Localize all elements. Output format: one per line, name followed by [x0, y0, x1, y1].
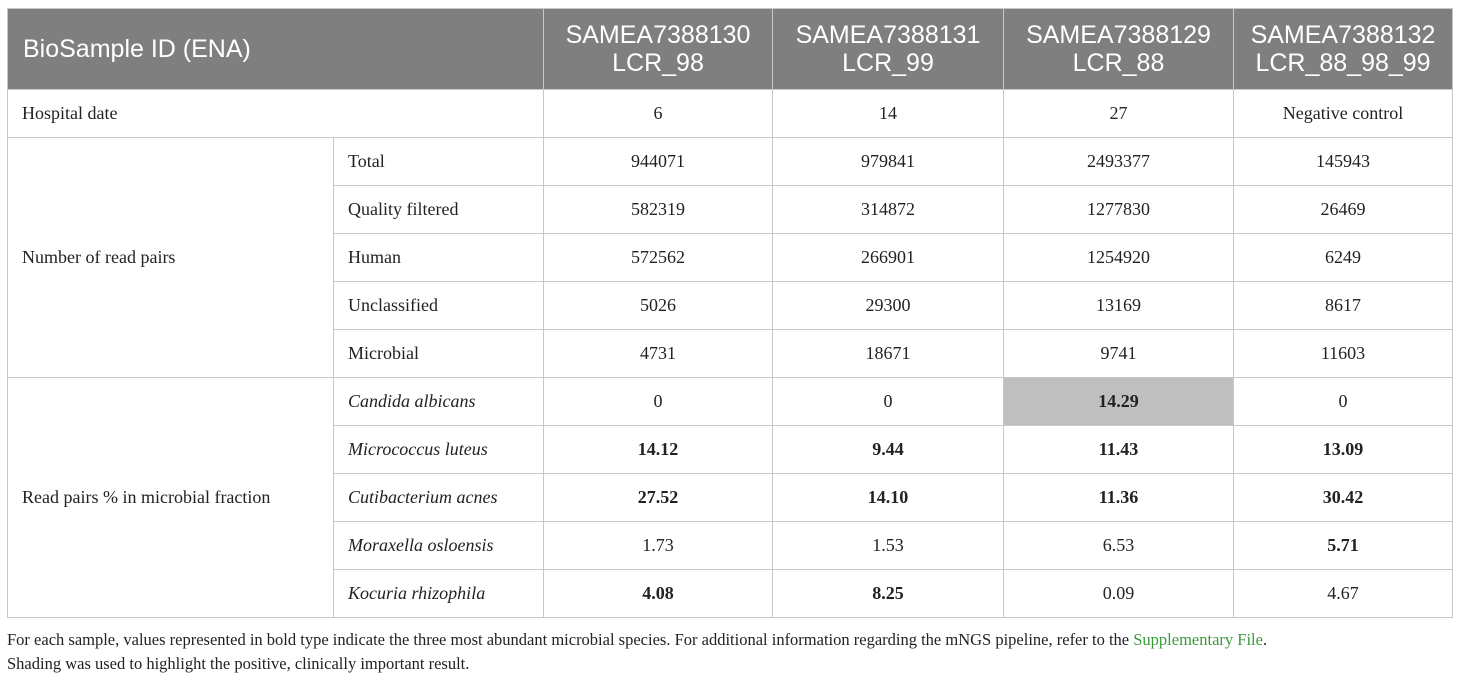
- data-table-container: [7, 8, 1452, 618]
- hospital-date-row: [8, 90, 1453, 138]
- table-cell: 18671: [773, 330, 1004, 378]
- footnote-line-2: Shading was used to highlight the positive, clinically important result.: [7, 654, 470, 673]
- table-cell: 1.53: [773, 522, 1004, 570]
- table-cell: 5026: [544, 282, 773, 330]
- header-sample-4: [1234, 9, 1453, 90]
- table-cell: 1.73: [544, 522, 773, 570]
- footnote-text: For each sample, values represented in bold type indicate the three most abundant microbial species. For additional information regarding the mNGS pipeline, refer to the: [7, 630, 1134, 649]
- table-cell: 27: [1004, 90, 1234, 138]
- table-cell: 8.25: [773, 570, 1004, 618]
- table-cell: 4.08: [544, 570, 773, 618]
- table-cell: 26469: [1234, 186, 1453, 234]
- sample-table: [7, 8, 1453, 618]
- row-label: Total: [334, 138, 544, 186]
- table-footnote: [7, 628, 1452, 676]
- table-cell: 1254920: [1004, 234, 1234, 282]
- table-cell: 314872: [773, 186, 1004, 234]
- row-label: Microbial: [334, 330, 544, 378]
- table-cell: 11.36: [1004, 474, 1234, 522]
- table-cell: 6249: [1234, 234, 1453, 282]
- species-label: Moraxella osloensis: [334, 522, 544, 570]
- species-label: Candida albicans: [334, 378, 544, 426]
- table-cell: 979841: [773, 138, 1004, 186]
- row-label: Human: [334, 234, 544, 282]
- species-label: Kocuria rhizophila: [334, 570, 544, 618]
- table-cell: 0: [544, 378, 773, 426]
- table-cell: 6: [544, 90, 773, 138]
- table-cell: 4.67: [1234, 570, 1453, 618]
- table-cell: 13.09: [1234, 426, 1453, 474]
- table-cell: 0: [773, 378, 1004, 426]
- header-sample-1: [544, 9, 773, 90]
- table-cell: 11.43: [1004, 426, 1234, 474]
- sample-name: LCR_88: [1072, 49, 1165, 77]
- group-label-microbial-fraction: Read pairs % in microbial fraction: [8, 378, 334, 618]
- table-cell: 14: [773, 90, 1004, 138]
- sample-name: LCR_88_98_99: [1255, 49, 1431, 77]
- table-cell: 572562: [544, 234, 773, 282]
- table-cell: 145943: [1234, 138, 1453, 186]
- table-cell: 13169: [1004, 282, 1234, 330]
- table-cell: 2493377: [1004, 138, 1234, 186]
- table-cell: 6.53: [1004, 522, 1234, 570]
- row-label: Unclassified: [334, 282, 544, 330]
- table-cell: 1277830: [1004, 186, 1234, 234]
- species-label: Cutibacterium acnes: [334, 474, 544, 522]
- footnote-period: .: [1262, 630, 1268, 649]
- sample-id: SAMEA7388132: [1250, 21, 1436, 49]
- row-label: Hospital date: [8, 90, 544, 138]
- table-cell: 266901: [773, 234, 1004, 282]
- table-cell: 14.10: [773, 474, 1004, 522]
- header-sample-3: [1004, 9, 1234, 90]
- table-cell: 5.71: [1234, 522, 1453, 570]
- table-cell: 11603: [1234, 330, 1453, 378]
- sample-name: LCR_98: [612, 49, 704, 77]
- sample-id: SAMEA7388131: [795, 21, 981, 49]
- header-row: [8, 9, 1453, 90]
- table-cell: 29300: [773, 282, 1004, 330]
- footnote-line-1: [7, 628, 1452, 652]
- table-cell: 582319: [544, 186, 773, 234]
- table-cell: 9.44: [773, 426, 1004, 474]
- table-row: [8, 378, 1453, 426]
- table-cell: 944071: [544, 138, 773, 186]
- table-cell: 14.12: [544, 426, 773, 474]
- table-cell: 9741: [1004, 330, 1234, 378]
- table-cell: 27.52: [544, 474, 773, 522]
- header-sample-2: [773, 9, 1004, 90]
- table-cell: 4731: [544, 330, 773, 378]
- sample-id: SAMEA7388130: [565, 21, 751, 49]
- table-cell: 0.09: [1004, 570, 1234, 618]
- species-label: Micrococcus luteus: [334, 426, 544, 474]
- supplementary-file-link[interactable]: Supplementary File: [1133, 630, 1263, 649]
- table-cell: 30.42: [1234, 474, 1453, 522]
- table-cell: Negative control: [1234, 90, 1453, 138]
- table-cell: 8617: [1234, 282, 1453, 330]
- sample-name: LCR_99: [842, 49, 934, 77]
- group-label-read-pairs: Number of read pairs: [8, 138, 334, 378]
- table-row: [8, 138, 1453, 186]
- row-label: Quality filtered: [334, 186, 544, 234]
- table-cell: 0: [1234, 378, 1453, 426]
- sample-id: SAMEA7388129: [1026, 21, 1211, 49]
- header-biosample-id: BioSample ID (ENA): [8, 9, 544, 90]
- highlighted-cell: 14.29: [1004, 378, 1234, 426]
